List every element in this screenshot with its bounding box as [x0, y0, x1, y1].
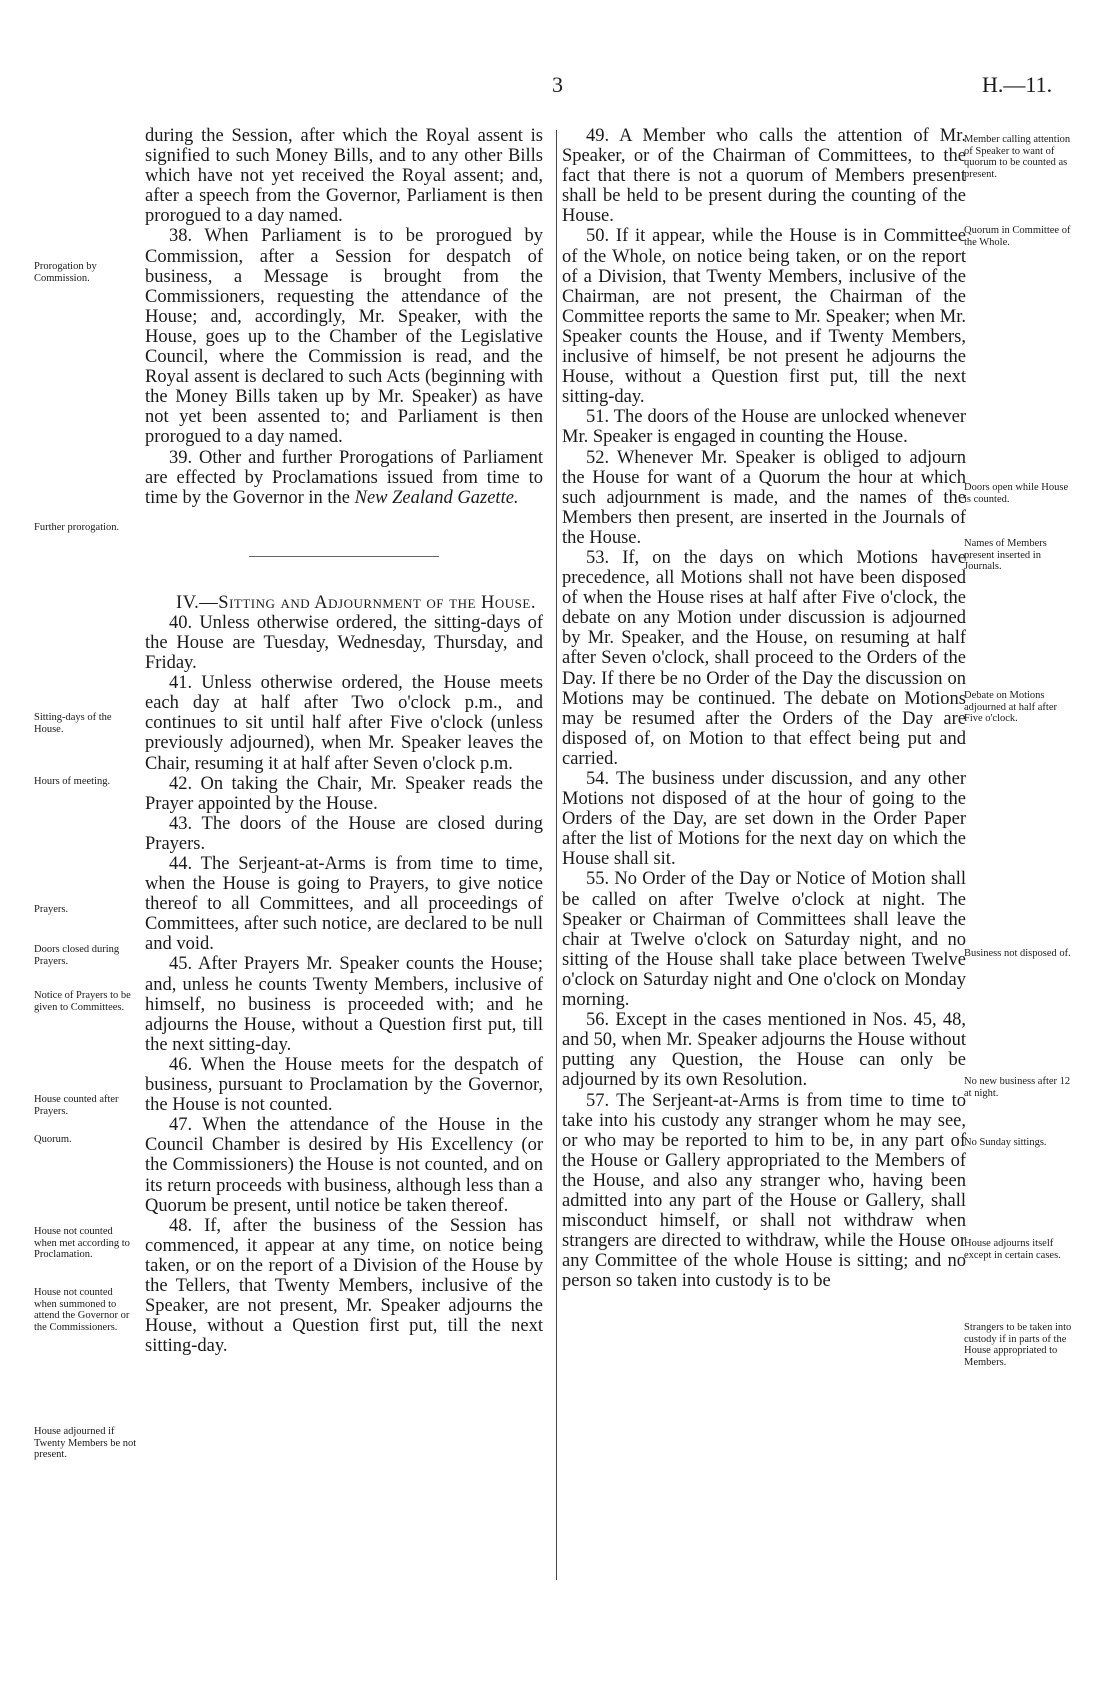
paragraph-40: 40. Unless otherwise ordered, the sitting-days of the House are Tuesday, Wednesday, Thursday, and Friday.: [145, 612, 543, 674]
margin-note-house-adjourns: House adjourns itself except in certain cases.: [964, 1238, 1061, 1261]
paragraph-57: 57. The Serjeant-at-Arms is from time to time to take into his custody any stranger whom he may see, or who may be reported to him to be, in any part of the House or Gallery appropriated to the Members of the House, and also any stranger who, having been admitted into any part of the House or Gallery, shall misconduct himself, or shall not withdraw when strangers are directed to withdraw, while the House or any Committee of the whole House is sitting; and no person so taken into custody is to be: [562, 1090, 966, 1292]
gazette-title: New Zealand Gazette.: [354, 487, 519, 508]
paragraph-45: 45. After Prayers Mr. Speaker counts the House; and, unless he counts Twenty Members, inclusive of himself, no business is proceeded with; and he adjourns the House, without a Question first put, till the next sitting-day.: [145, 954, 543, 1055]
margin-note-names-inserted: Names of Members present inserted in Journals.: [964, 538, 1047, 572]
paragraph-56: 56. Except in the cases mentioned in Nos. 45, 48, and 50, when Mr. Speaker adjourns the House without putting any Question, the House can only be adjourned by its own Resolution.: [562, 1010, 966, 1091]
paragraph-continued: during the Session, after which the Royal assent is signified to such Money Bills, and to any other Bills which have not yet received the Royal assent; and, after a speech from the Governor, Parliament is then prorogued to a day named.: [145, 126, 543, 227]
margin-note-debate-adjourned: Debate on Motions adjourned at half after Five o'clock.: [964, 690, 1057, 724]
column-divider: [556, 130, 557, 1580]
margin-note-house-adjourned: House adjourned if Twenty Members be not present.: [34, 1426, 137, 1460]
paragraph-44: 44. The Serjeant-at-Arms is from time to time, when the House is going to Prayers, to give notice thereof to all Committees, and all proceedings of Committees, after such notice, are declared to be null and void.: [145, 854, 543, 955]
margin-note-prorogation-commission: Prorogation by Commission.: [34, 261, 97, 284]
margin-note-strangers-custody: Strangers to be taken into custody if in parts of the House appropriated to Members.: [964, 1322, 1072, 1368]
paragraph-51: 51. The doors of the House are unlocked whenever Mr. Speaker is engaged in counting the House.: [562, 407, 966, 448]
margin-note-quorum: Quorum.: [34, 1134, 72, 1145]
margin-note-no-sunday: No Sunday sittings.: [964, 1137, 1047, 1148]
document-reference: H.—11.: [982, 72, 1053, 97]
margin-note-quorum-committee: Quorum in Committee of the Whole.: [964, 225, 1071, 248]
paragraph-43: 43. The doors of the House are closed during Prayers.: [145, 813, 543, 854]
page-number: 3: [552, 72, 563, 97]
section-divider: [249, 556, 439, 557]
margin-note-not-counted-summoned: House not counted when summoned to attend the Governor or the Commissioners.: [34, 1287, 130, 1333]
margin-note-notice-of-prayers: Notice of Prayers to be given to Committees.: [34, 990, 131, 1013]
paragraph-55: 55. No Order of the Day or Notice of Motion shall be called on after Twelve o'clock at night. The Speaker or Chairman of Committees shall leave the chair at Twelve o'clock on Saturday night, and no sitting of the House shall take place between Twelve o'clock on Saturday night and One o'clock on Monday morning.: [562, 869, 966, 1011]
paragraph-41: 41. Unless otherwise ordered, the House meets each day at half after Two o'clock p.m., and continues to sit until half after Five o'clock (unless previously adjourned), when Mr. Speaker leaves the Chair, resuming it at half after Seven o'clock p.m.: [145, 673, 543, 774]
paragraph-39-text: 39. Other and further Prorogations of Parliament are effected by Proclamations issued from time to time by the Governor in the: [145, 447, 543, 508]
paragraph-38: 38. When Parliament is to be prorogued by Commission, after a Session for despatch of business, a Message is brought from the Commissioners, requesting the attendance of the House; and, accordingly, Mr. Speaker, with the House, goes up to the Chamber of the Legislative Council, where the Commission is read, and the Royal assent is declared to such Acts (beginning with the Money Bills taken up by Mr. Speaker) as have not yet been assented to; and Parliament is then prorogued to a day named.: [145, 226, 543, 448]
paragraph-54: 54. The business under discussion, and any other Motions not disposed of at the hour of going to the Orders of the Day, are set down in the Order Paper after the list of Motions for the next day on which the House shall sit.: [562, 769, 966, 870]
paragraph-49: 49. A Member who calls the attention of Mr. Speaker, or of the Chairman of Committees, to the fact that there is not a quorum of Members present shall be held to be present during the counting of the House.: [562, 126, 966, 227]
margin-note-prayers: Prayers.: [34, 904, 69, 915]
paragraph-47: 47. When the attendance of the House in the Council Chamber is desired by His Excellency (or the Commissioners) the House is not counted, and on its return proceeds with business, although less than a Quorum be present, until notice be taken thereof.: [145, 1115, 543, 1216]
margin-note-business-not-disposed: Business not disposed of.: [964, 948, 1071, 959]
paragraph-39: [145, 448, 543, 508]
margin-note-member-calling: Member calling attention of Speaker to want of quorum to be counted as present.: [964, 134, 1071, 180]
paragraph-48: 48. If, after the business of the Session has commenced, it appear at any time, on notice being taken, or on the report of a Division of the House by the Tellers, that Twenty Members, inclusive of the Speaker, are not present, Mr. Speaker adjourns the House, without a Question first put, till the next sitting-day.: [145, 1215, 543, 1357]
paragraph-46: 46. When the House meets for the despatch of business, pursuant to Proclamation by the Governor, the House is not counted.: [145, 1054, 543, 1116]
right-column: [562, 126, 966, 1291]
margin-note-doors-open: Doors open while House is counted.: [964, 482, 1069, 505]
left-column: [145, 126, 543, 1356]
margin-note-no-new-business: No new business after 12 at night.: [964, 1076, 1071, 1099]
margin-note-not-counted-proclamation: House not counted when met according to Proclamation.: [34, 1226, 130, 1260]
paragraph-53: 53. If, on the days on which Motions have precedence, all Motions shall not have been disposed of when the House rises at half after Five o'clock, the debate on any Motion under discussion is adjourned by Mr. Speaker, and the House, on resuming at half after Seven o'clock, shall proceed to the Orders of the Day. If there be no Order of the Day the discussion on Motions may be continued. The debate on Motions may be resumed after the Orders of the Day are disposed of, on Motion to that effect being put and carried.: [562, 547, 966, 769]
margin-note-house-counted: House counted after Prayers.: [34, 1094, 119, 1117]
margin-note-hours-of-meeting: Hours of meeting.: [34, 776, 111, 787]
margin-note-doors-closed: Doors closed during Prayers.: [34, 944, 120, 967]
section-heading: IV.—Sitting and Adjournment of the House.: [176, 592, 536, 613]
paragraph-52: 52. Whenever Mr. Speaker is obliged to adjourn the House for want of a Quorum the hour at which such adjournment is made, and the names of the Members then present, are inserted in the Journals of the House.: [562, 447, 966, 548]
paragraph-42: 42. On taking the Chair, Mr. Speaker reads the Prayer appointed by the House.: [145, 773, 543, 814]
margin-note-further-prorogation: Further prorogation.: [34, 522, 120, 533]
paragraph-50: 50. If it appear, while the House is in Committee of the Whole, on notice being taken, or on the report of a Division, that Twenty Members, inclusive of the Chairman, are not present, the Chairman of the Committee reports the same to Mr. Speaker; when Mr. Speaker counts the House, and if Twenty Members, inclusive of himself, be not present he adjourns the House, without a Question first put, till the next sitting-day.: [562, 226, 966, 408]
margin-note-sitting-days: Sitting-days of the House.: [34, 712, 112, 735]
